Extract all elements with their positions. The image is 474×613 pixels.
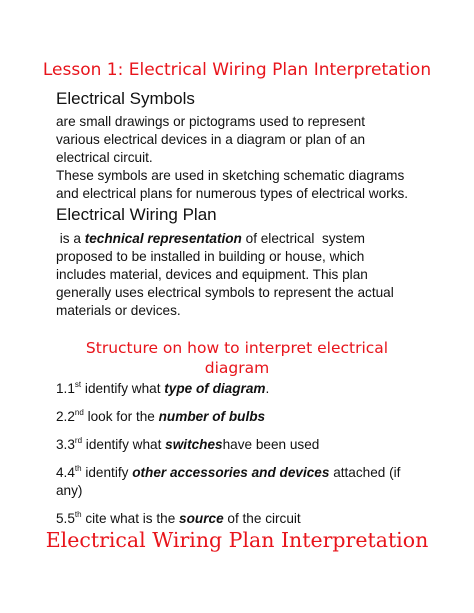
electrical-symbols-heading: Electrical Symbols (56, 89, 195, 108)
step-ordinal: st (74, 380, 82, 389)
paragraph-line: includes material, devices and equipment. This plan (56, 267, 368, 282)
structure-title (0, 338, 474, 378)
line-suffix: of electrical system (241, 231, 365, 246)
paragraph-line: various electrical devices in a diagram or plan of an (56, 132, 366, 147)
step-item (56, 380, 456, 398)
step-item (56, 436, 456, 454)
footer-title: Electrical Wiring Plan Interpretation (45, 528, 429, 552)
step-number: 3.3 (56, 437, 75, 452)
paragraph-line: and electrical plans for numerous types of electrical works. (56, 186, 409, 201)
step-text: identify (81, 465, 133, 480)
step-emphasis: source (179, 511, 224, 526)
line-prefix: is a (56, 231, 85, 246)
wiring-plan-paragraph (56, 230, 456, 320)
step-text: have been used (222, 437, 320, 452)
paragraph-line: electrical circuit. (56, 150, 153, 165)
step-text: cite what is the (81, 511, 180, 526)
step-ordinal: nd (74, 408, 84, 417)
paragraph-line: are small drawings or pictograms used to represent (56, 114, 366, 129)
step-number: 4.4 (56, 465, 75, 480)
paragraph-line: proposed to be installed in building or house, which (56, 249, 365, 264)
step-emphasis: type of diagram (164, 381, 266, 396)
step-item (56, 408, 456, 426)
step-text: identify what (82, 437, 166, 452)
step-ordinal: rd (74, 436, 83, 445)
step-ordinal: th (74, 464, 82, 473)
step-text: identify what (81, 381, 165, 396)
step-emphasis: number of bulbs (158, 409, 266, 424)
step-emphasis: switches (165, 437, 223, 452)
step-item (56, 510, 456, 528)
step-number: 5.5 (56, 511, 75, 526)
structure-title-line: diagram (204, 359, 270, 377)
step-text: . (265, 381, 270, 396)
step-number: 2.2 (56, 409, 75, 424)
electrical-symbols-paragraph (56, 113, 456, 203)
paragraph-line: These symbols are used in sketching schematic diagrams (56, 168, 405, 183)
structure-title-line: Structure on how to interpret electrical (85, 339, 389, 357)
paragraph-line (56, 230, 456, 248)
lesson-title: Lesson 1: Electrical Wiring Plan Interpretation (42, 60, 432, 80)
step-emphasis: other accessories and devices (132, 465, 330, 480)
paragraph-line: generally uses electrical symbols to represent the actual (56, 285, 394, 300)
wiring-plan-heading: Electrical Wiring Plan (56, 205, 217, 224)
technical-representation-emphasis: technical representation (84, 231, 242, 246)
step-text: look for the (83, 409, 159, 424)
step-text: of the circuit (223, 511, 301, 526)
step-continuation: any) (56, 483, 83, 498)
step-ordinal: th (74, 510, 82, 519)
step-line (56, 464, 456, 482)
step-item (56, 464, 456, 500)
step-text: attached (if (329, 465, 401, 480)
paragraph-line: materials or devices. (56, 303, 181, 318)
step-number: 1.1 (56, 381, 75, 396)
